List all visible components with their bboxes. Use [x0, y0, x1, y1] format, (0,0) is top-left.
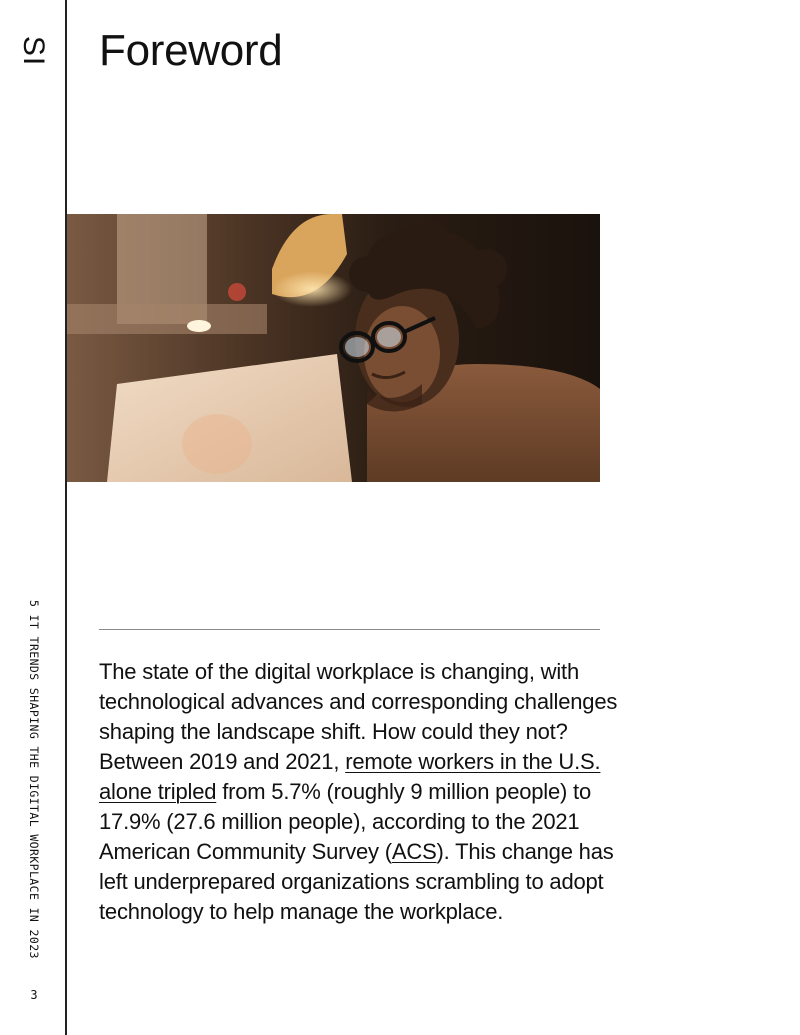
brand-logo-text: SI [16, 35, 50, 67]
running-title: 5 IT TRENDS SHAPING THE DIGITAL WORKPLACE IN 2023 [27, 600, 41, 959]
acs-link[interactable]: ACS [391, 839, 437, 864]
page-number: 3 [30, 988, 38, 1002]
brand-logo [14, 31, 52, 71]
remote-workers-link[interactable]: remote workers in the U.S. alone tripled [99, 749, 601, 804]
paragraph-text-2: from 5.7% (roughly 9 million people) to 17.9% (27.6 million people), according to the 2021 American Community Survey ( [99, 779, 592, 864]
sidebar-divider [65, 0, 67, 1035]
page-title: Foreword [99, 26, 283, 75]
foreword-paragraph [99, 657, 619, 927]
paragraph-text-3: ). This change has left underprepared organizations scrambling to adopt technology to help manage the workplace. [99, 839, 614, 924]
hero-photo [67, 214, 600, 482]
section-divider [99, 629, 600, 630]
paragraph-text-1: The state of the digital workplace is changing, with technological advances and corresponding challenges shaping the landscape shift. How could they not? Between 2019 and 2021, [99, 659, 618, 774]
